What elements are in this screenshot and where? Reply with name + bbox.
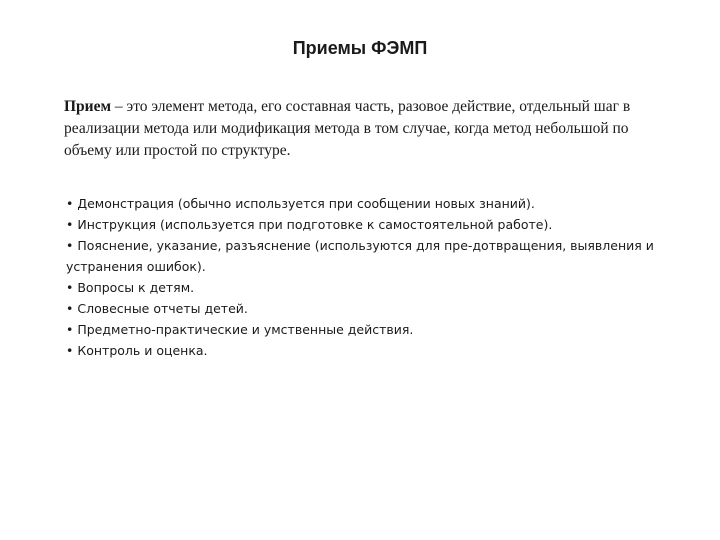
list-item: • Вопросы к детям. bbox=[66, 280, 195, 295]
definition-paragraph bbox=[64, 96, 664, 162]
slide-title: Приемы ФЭМП bbox=[292, 38, 428, 58]
list-item: • Инструкция (используется при подготовке к самостоятельной работе). bbox=[66, 217, 553, 232]
definition-term: Прием bbox=[64, 98, 112, 115]
list-item: • Демонстрация (обычно используется при сообщении новых знаний). bbox=[66, 196, 535, 211]
list-item: • Словесные отчеты детей. bbox=[66, 301, 248, 316]
techniques-list bbox=[66, 193, 666, 361]
list-item: • Пояснение, указание, разъяснение (используются для пре-дотвращения, выявления и устранения ошибок). bbox=[66, 238, 654, 274]
list-item: • Предметно-практические и умственные действия. bbox=[66, 322, 414, 337]
list-item: • Контроль и оценка. bbox=[66, 343, 208, 358]
definition-text: – это элемент метода, его составная часть, разовое действие, отдельный шаг в реализации метода или модификация метода в том случае, когда метод небольшой по объему или простой по структуре. bbox=[64, 98, 631, 159]
